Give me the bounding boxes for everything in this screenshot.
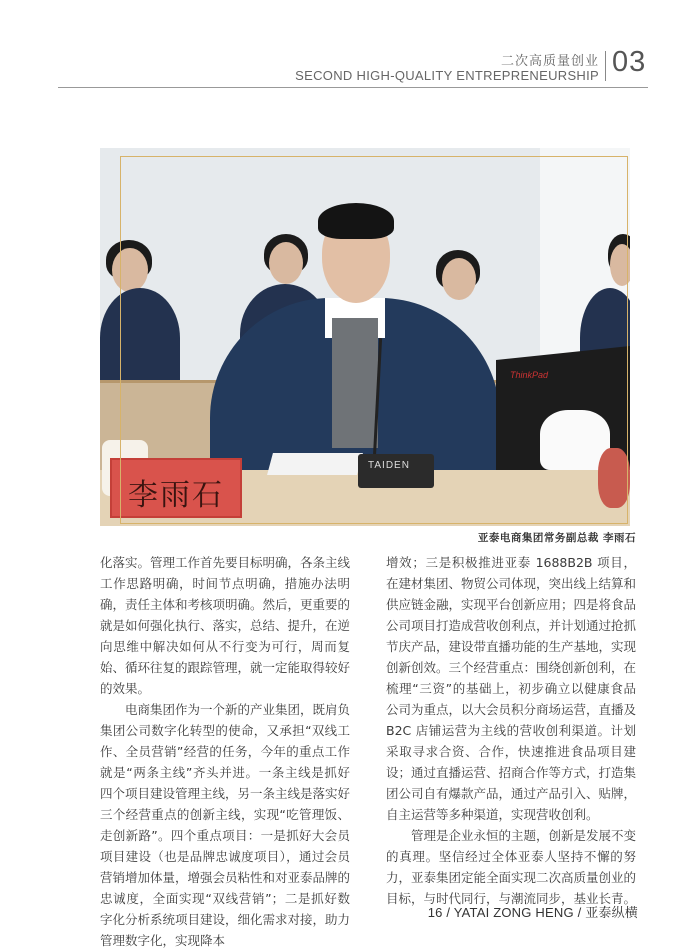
- name-plate: [110, 458, 242, 518]
- attendee-head: [112, 248, 148, 292]
- attendee-head: [442, 258, 476, 300]
- name-plate-text: 李雨石: [128, 478, 224, 513]
- section-title-en: SECOND HIGH-QUALITY ENTREPRENEURSHIP: [295, 68, 599, 83]
- article-column-right: [386, 552, 636, 909]
- article-photo: [100, 148, 630, 526]
- section-number: 03: [612, 46, 647, 78]
- section-title-cn: 二次高质量创业: [500, 54, 599, 69]
- laptop-brand: ThinkPad: [510, 370, 549, 380]
- header-divider: [605, 51, 606, 81]
- article-paragraph: 化落实。管理工作首先要目标明确，各条主线工作思路明确，时间节点明确，措施办法明确，责任主体和考核项明确。然后，更重要的就是如何强化执行、落实，总结、提升，在逆向思维中解决如何从不行变为可行，周而复始、循环往复的跟踪管理，就一定能取得较好的效果。: [100, 555, 351, 696]
- article-paragraph: 电商集团作为一个新的产业集团，既肩负集团公司数字化转型的使命，又承担“双线工作、全员营销”经营的任务，今年的重点工作就是“两条主线”齐头并进。一条主线是抓好四个项目建设管理主线，另一条主线是落实好三个经营重点的创新主线，实现“吃管理饭、走创新路”。四个重点项目：一是抓好大会员项目建设（也是品牌忠诚度项目），通过会员营销增加体量，增强会员粘性和对亚泰品牌的忠诚度，全面实现“双线营销”；二是抓好数字化分析系统项目建设，细化需求对接，助力管理数字化，实现降本: [100, 702, 351, 948]
- photo-caption: 亚泰电商集团常务副总裁 李雨石: [477, 532, 636, 544]
- speaker-hair: [318, 203, 394, 239]
- attendee-head: [610, 244, 630, 286]
- flowers: [598, 448, 630, 508]
- page-footer: 16 / YATAI ZONG HENG / 亚泰纵横: [427, 905, 638, 920]
- article-column-left: [100, 552, 350, 951]
- attendee-head: [269, 242, 303, 284]
- header-rule: [58, 87, 648, 88]
- document-paper: [267, 453, 363, 475]
- page-header: [0, 48, 700, 92]
- article-paragraph: 管理是企业永恒的主题，创新是发展不变的真理。坚信经过全体亚泰人坚持不懈的努力，亚泰集团定能全面实现二次高质量创业的目标，与时代同行，与潮流同步，基业长青。: [386, 828, 637, 906]
- speaker-sweater: [332, 318, 378, 448]
- attendee-body: [100, 288, 180, 388]
- article-paragraph: 增效；三是积极推进亚泰 1688B2B 项目，在建材集团、物贸公司体现，突出线上结算和供应链金融，实现平台创新应用；四是将食品公司项目打造成营收创利点，并计划通过抢抓节庆产品，建设带直播功能的生产基地，实现创新创效。三个经营重点：围绕创新创利，在梳理“三资”的基础上，初步确立以健康食品公司为重点，以大会员积分商场运营，直播及 B2C 店铺运营为主线的营收创利渠道。计划采取寻求合资、合作，快速推进食品项目建设；通过直播运营、招商合作等方式，打造集团公司自有爆款产品，通过产品引入、贴牌，自主运营等多种渠道，实现营收创利。: [386, 555, 637, 822]
- microphone-brand: TAIDEN: [368, 460, 410, 471]
